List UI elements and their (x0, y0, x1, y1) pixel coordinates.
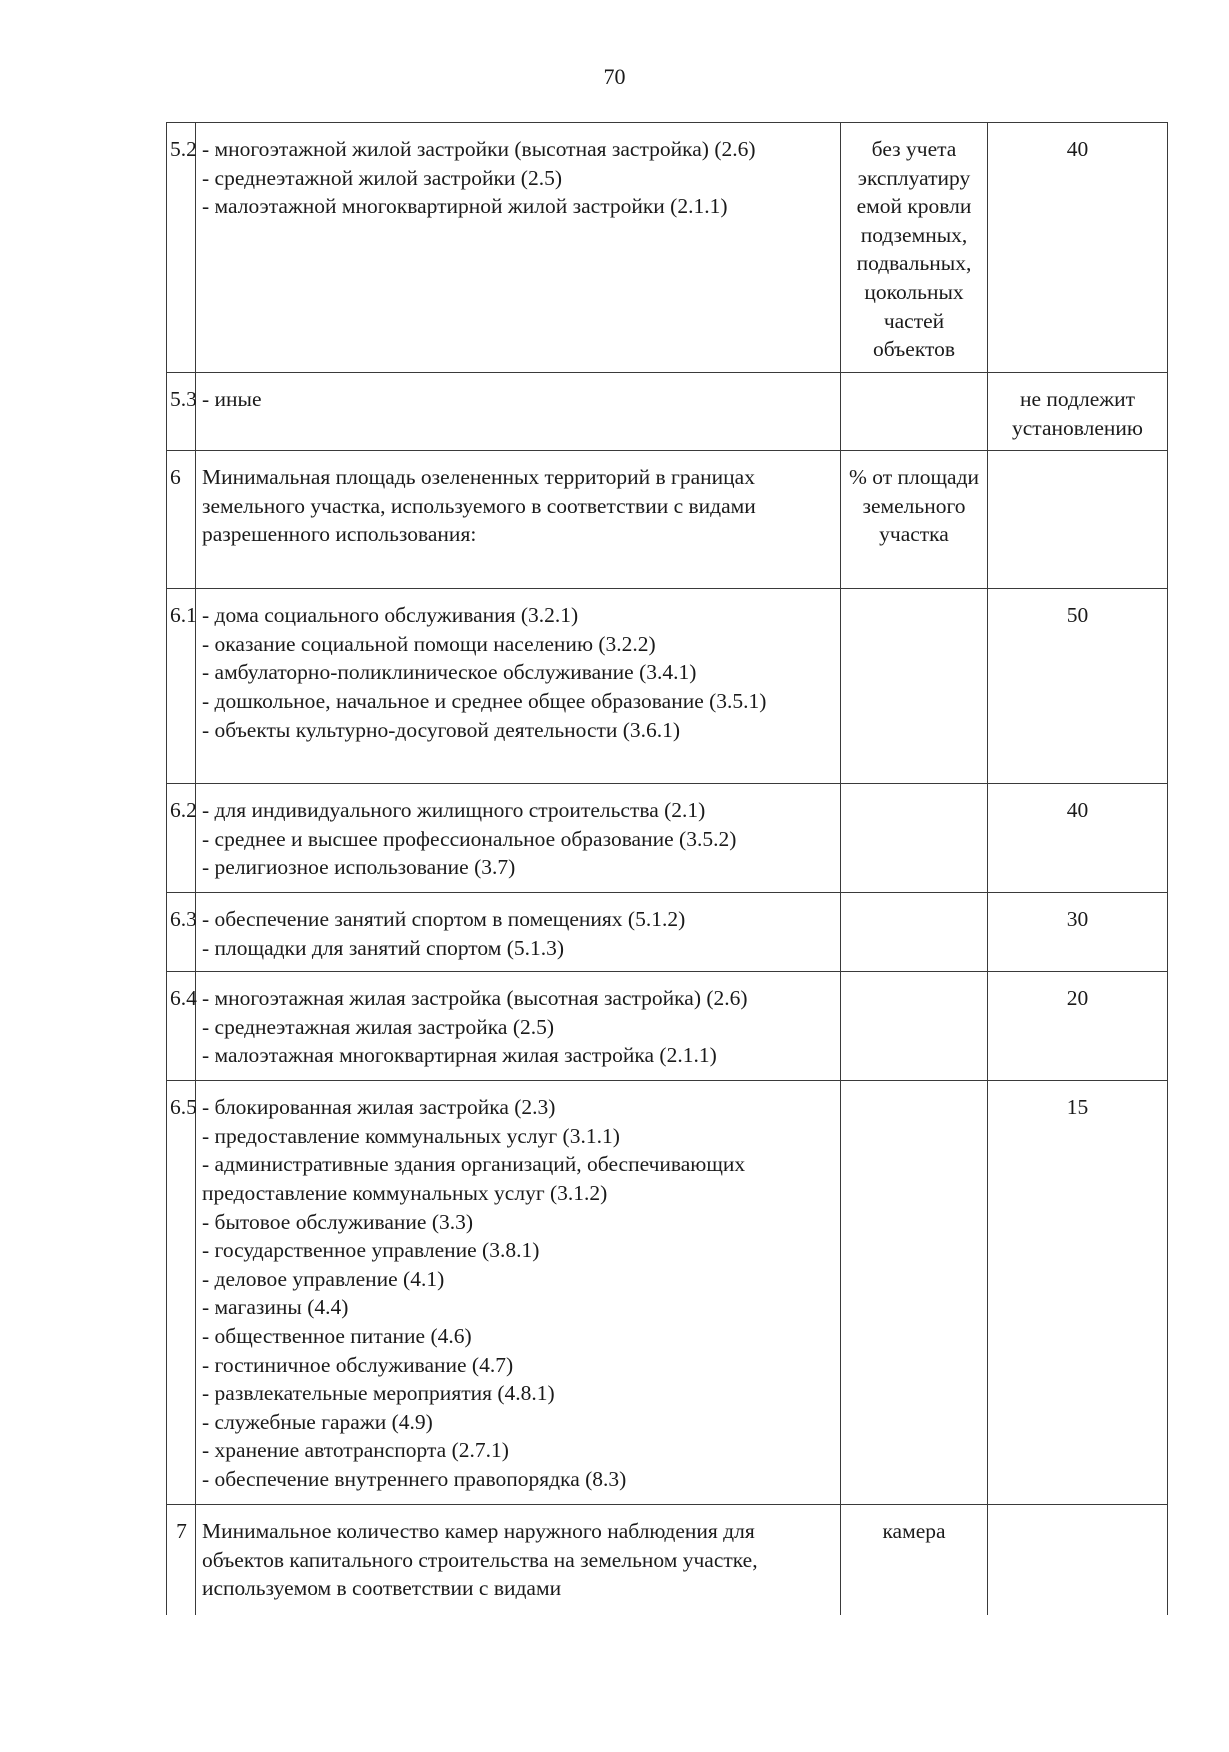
list-item: - среднее и высшее профессиональное образование (3.5.2) (202, 826, 737, 851)
list-item: - оказание социальной помощи населению (3.2.2) (202, 631, 656, 656)
list-item: - амбулаторно-поликлиническое обслуживание (3.4.1) (202, 660, 697, 685)
row-unit (841, 373, 988, 451)
table-row (167, 972, 1168, 1081)
row-value (988, 451, 1168, 589)
table-row (167, 893, 1168, 972)
list-item: - многоэтажная жилая застройка (высотная застройка) (2.6) (202, 986, 748, 1011)
row-value (988, 1505, 1168, 1615)
row-number: 6.4 (167, 972, 196, 1081)
list-item: - предоставление коммунальных услуг (3.1.1) (202, 1123, 620, 1148)
row-number: 6.1 (167, 589, 196, 784)
table-row (167, 373, 1168, 451)
list-item: - дома социального обслуживания (3.2.1) (202, 603, 579, 628)
list-item: - иные (202, 387, 262, 411)
row-description (196, 1081, 841, 1505)
list-item: - блокированная жилая застройка (2.3) (202, 1095, 556, 1120)
list-item: - площадки для занятий спортом (5.1.3) (202, 935, 565, 960)
list-item: - административные здания организаций, обеспечивающих предоставление коммунальных услуг (3.1.2) (202, 1152, 746, 1205)
row-unit (841, 972, 988, 1081)
list-item: - магазины (4.4) (202, 1295, 349, 1320)
row-unit: % от площади земельного участка (841, 451, 988, 589)
row-unit (841, 784, 988, 893)
row-number: 5.2 (167, 123, 196, 373)
list-item: - общественное питание (4.6) (202, 1323, 472, 1348)
row-unit: без учета эксплуатиру емой кровли подземных, подвальных, цокольных частей объектов (841, 123, 988, 373)
row-unit (841, 1081, 988, 1505)
regulations-table (166, 122, 1168, 1615)
row-number: 5.3 (167, 373, 196, 451)
list-item: Минимальная площадь озелененных территорий в границах земельного участка, используемого в соответствии с видами разрешенного использования: (202, 465, 756, 547)
list-item: - объекты культурно-досуговой деятельности (3.6.1) (202, 717, 681, 742)
row-unit (841, 893, 988, 972)
row-value: 30 (988, 893, 1168, 972)
table-row (167, 1505, 1168, 1615)
row-value: 20 (988, 972, 1168, 1081)
table-row (167, 1081, 1168, 1505)
list-item: - религиозное использование (3.7) (202, 855, 516, 880)
row-number: 6.5 (167, 1081, 196, 1505)
list-item: - обеспечение занятий спортом в помещениях (5.1.2) (202, 907, 686, 932)
list-item: - развлекательные мероприятия (4.8.1) (202, 1381, 555, 1406)
list-item: - многоэтажной жилой застройки (высотная застройка) (2.6) (202, 137, 756, 161)
table-row (167, 451, 1168, 589)
row-value: 40 (988, 784, 1168, 893)
list-item: - среднеэтажной жилой застройки (2.5) (202, 165, 562, 190)
row-number: 6.2 (167, 784, 196, 893)
list-item: - малоэтажной многоквартирной жилой застройки (2.1.1) (202, 194, 728, 219)
row-description (196, 373, 841, 451)
row-value: 50 (988, 589, 1168, 784)
row-value: не подлежит установлению (988, 373, 1168, 451)
row-description (196, 972, 841, 1081)
row-description (196, 893, 841, 972)
row-unit: камера (841, 1505, 988, 1615)
list-item: - малоэтажная многоквартирная жилая застройка (2.1.1) (202, 1043, 717, 1068)
row-description (196, 451, 841, 589)
table-row (167, 589, 1168, 784)
list-item: - для индивидуального жилищного строительства (2.1) (202, 798, 706, 823)
list-item: - гостиничное обслуживание (4.7) (202, 1352, 514, 1377)
row-value: 15 (988, 1081, 1168, 1505)
list-item: - обеспечение внутреннего правопорядка (8.3) (202, 1466, 627, 1491)
list-item: - дошкольное, начальное и среднее общее образование (3.5.1) (202, 688, 767, 713)
row-description (196, 123, 841, 373)
list-item: - бытовое обслуживание (3.3) (202, 1209, 474, 1234)
row-description (196, 589, 841, 784)
row-description (196, 1505, 841, 1615)
row-number: 6 (167, 451, 196, 589)
row-number: 6.3 (167, 893, 196, 972)
list-item: Минимальное количество камер наружного наблюдения для объектов капитального строительства на земельном участке, используемом в соответствии с видами (202, 1519, 758, 1601)
list-item: - среднеэтажная жилая застройка (2.5) (202, 1014, 555, 1039)
list-item: - служебные гаражи (4.9) (202, 1409, 433, 1434)
row-number: 7 (167, 1505, 196, 1615)
row-value: 40 (988, 123, 1168, 373)
row-unit (841, 589, 988, 784)
list-item: - деловое управление (4.1) (202, 1266, 445, 1291)
page-number: 70 (603, 64, 626, 89)
list-item: - государственное управление (3.8.1) (202, 1238, 540, 1263)
table-row (167, 784, 1168, 893)
list-item: - хранение автотранспорта (2.7.1) (202, 1438, 509, 1463)
row-description (196, 784, 841, 893)
table-row (167, 123, 1168, 373)
